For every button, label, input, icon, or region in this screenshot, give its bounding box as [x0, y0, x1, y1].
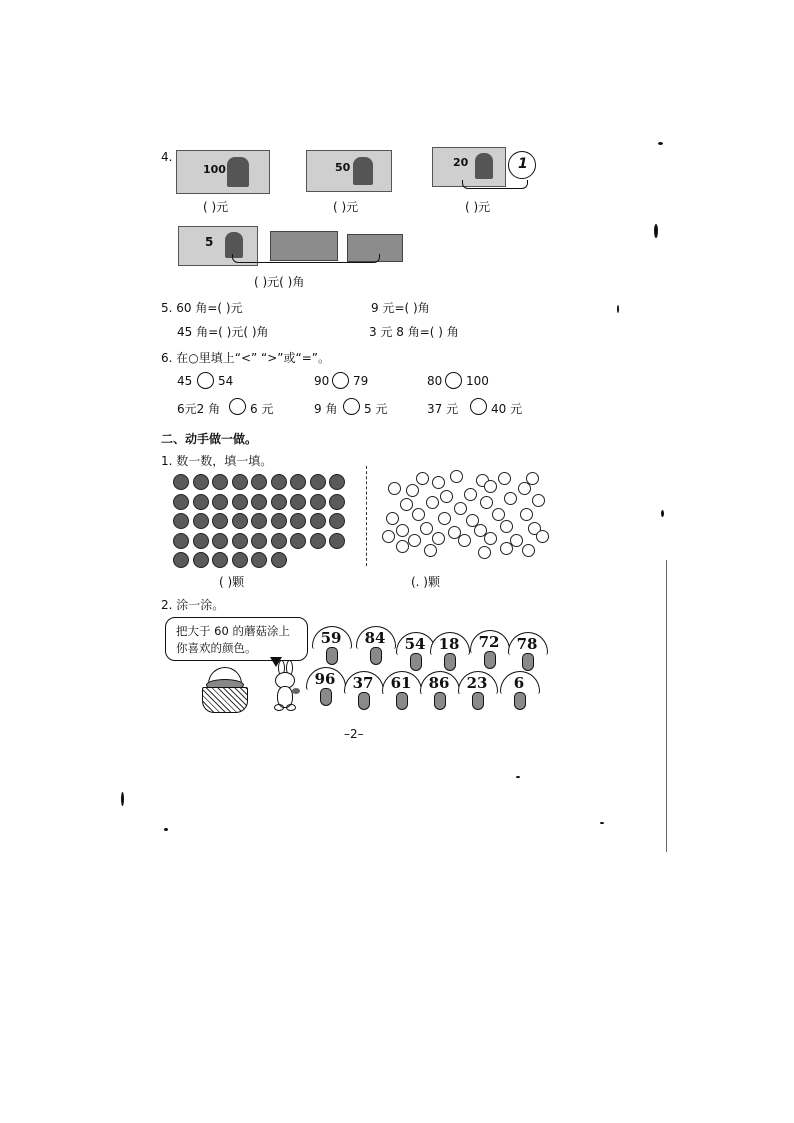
- brace-jiao: [232, 254, 380, 263]
- coin-icon: [382, 530, 395, 543]
- coin-icon: [251, 533, 267, 549]
- mushroom-number: 96: [314, 670, 336, 688]
- coin-icon: [173, 474, 189, 490]
- coin-icon: [484, 480, 497, 493]
- coin-icon: [232, 533, 248, 549]
- scan-speck: [617, 305, 619, 313]
- coin-icon: [420, 522, 433, 535]
- coin-icon: [329, 494, 345, 510]
- coin-icon: [173, 513, 189, 529]
- coin-icon: [426, 496, 439, 509]
- coin-icon: [329, 533, 345, 549]
- answer-4c[interactable]: ( )元: [465, 200, 491, 214]
- speech-bubble: [165, 617, 308, 661]
- mushroom-stem[interactable]: [370, 647, 382, 665]
- mushroom-number: 59: [320, 629, 342, 647]
- page-number: –2–: [344, 727, 364, 741]
- compare-circle[interactable]: [332, 372, 349, 389]
- portrait-icon: [475, 153, 493, 179]
- scan-speck: [121, 792, 124, 806]
- q6-r2-a-right: 6 元: [250, 402, 274, 416]
- coin-icon: [310, 533, 326, 549]
- q6-r2-c-left: 37 元: [427, 402, 459, 416]
- answer-4a[interactable]: ( )元: [203, 200, 229, 214]
- coin-icon: [271, 513, 287, 529]
- coin-icon: [271, 494, 287, 510]
- coin-icon: [432, 532, 445, 545]
- q5-line1-left[interactable]: 5. 60 角=( )元: [161, 301, 243, 315]
- mushroom-stem[interactable]: [358, 692, 370, 710]
- coin-icon: [500, 520, 513, 533]
- compare-circle[interactable]: [445, 372, 462, 389]
- coin-icon: [212, 474, 228, 490]
- q6-r1-c-left: 80: [427, 374, 443, 388]
- mushroom-number: 37: [352, 674, 374, 692]
- coin-icon: [251, 513, 267, 529]
- q2-2-title: 2. 涂一涂。: [161, 598, 225, 612]
- scan-speck: [516, 776, 520, 778]
- mushroom-number: 18: [438, 635, 460, 653]
- coin-icon: [193, 533, 209, 549]
- coin-icon: [432, 476, 445, 489]
- coin-icon: [532, 494, 545, 507]
- coin-icon: [522, 544, 535, 557]
- mushroom[interactable]: [508, 632, 548, 672]
- coin-icon: [396, 524, 409, 537]
- mushroom-stem[interactable]: [396, 692, 408, 710]
- portrait-icon: [353, 157, 373, 185]
- coin-icon: [386, 512, 399, 525]
- banknote-5-value: 5: [205, 235, 214, 249]
- coin-icon: [388, 482, 401, 495]
- q6-r1-b-right: 79: [353, 374, 369, 388]
- compare-circle[interactable]: [343, 398, 360, 415]
- answer-4d[interactable]: ( )元( )角: [254, 275, 305, 289]
- coin-icon: [290, 533, 306, 549]
- mushroom[interactable]: [500, 671, 540, 711]
- coin-icon: [400, 498, 413, 511]
- compare-circle[interactable]: [470, 398, 487, 415]
- coin-icon: [406, 484, 419, 497]
- coin-icon: [536, 530, 549, 543]
- coin-icon: [518, 482, 531, 495]
- coin-1-yuan-icon: [508, 151, 536, 179]
- scan-speck: [600, 822, 604, 824]
- q6-r2-c-right: 40 元: [491, 402, 523, 416]
- mushroom-row-1: [312, 626, 552, 666]
- q6-r1-c-right: 100: [466, 374, 489, 388]
- mushroom-stem[interactable]: [326, 647, 338, 665]
- coin-icon: [450, 470, 463, 483]
- coin-icon: [329, 513, 345, 529]
- coin-icon: [498, 472, 511, 485]
- mushroom[interactable]: [430, 632, 470, 672]
- coin-icon: [193, 474, 209, 490]
- mushroom-number: 84: [364, 629, 386, 647]
- q6-r1-a-right: 54: [218, 374, 234, 388]
- coin-icon: [212, 513, 228, 529]
- mushroom-stem[interactable]: [320, 688, 332, 706]
- coin-icon: [212, 494, 228, 510]
- bubble-line-1: 把大于 60 的蘑菇涂上: [176, 624, 290, 638]
- coin-icon: [212, 552, 228, 568]
- coin-icon: [193, 552, 209, 568]
- mushroom[interactable]: [470, 630, 510, 670]
- mushroom-stem[interactable]: [514, 692, 526, 710]
- coin-icon: [290, 474, 306, 490]
- q6-r1-a-left: 45: [177, 374, 193, 388]
- mushroom-number: 86: [428, 674, 450, 692]
- mushroom-row-2: [306, 667, 556, 712]
- q6-r1-b-left: 90: [314, 374, 330, 388]
- coin-icon: [416, 472, 429, 485]
- coin-icon: [458, 534, 471, 547]
- banknote-50: [306, 150, 392, 192]
- coin-icon: [310, 474, 326, 490]
- bubble-line-2: 你喜欢的颜色。: [176, 641, 257, 655]
- mushroom-number: 61: [390, 674, 412, 692]
- mushroom[interactable]: [382, 671, 422, 711]
- mushroom[interactable]: [306, 667, 346, 707]
- mushroom[interactable]: [458, 671, 498, 711]
- mushroom[interactable]: [344, 671, 384, 711]
- coin-icon: [438, 512, 451, 525]
- answer-4b[interactable]: ( )元: [333, 200, 359, 214]
- coin-icon: [520, 508, 533, 521]
- compare-circle[interactable]: [229, 398, 246, 415]
- banknote-100-value: 100: [203, 163, 226, 176]
- scan-speck: [164, 828, 168, 831]
- mushroom-number: 6: [513, 674, 525, 692]
- coin-value: 1: [518, 156, 528, 172]
- scan-speck: [654, 224, 658, 238]
- coin-icon: [484, 532, 497, 545]
- coin-icon: [271, 533, 287, 549]
- coin-icon: [251, 494, 267, 510]
- rabbit-icon: [272, 660, 302, 714]
- coin-icon: [454, 502, 467, 515]
- coin-icon: [290, 513, 306, 529]
- dashed-divider: [366, 466, 367, 566]
- q4-number: 4.: [161, 150, 173, 164]
- coin-icon: [310, 513, 326, 529]
- portrait-icon: [227, 157, 249, 187]
- mushroom[interactable]: [420, 671, 460, 711]
- q2-1-answer-left[interactable]: ( )颗: [219, 575, 245, 589]
- coin-icon: [412, 508, 425, 521]
- coin-icon: [424, 544, 437, 557]
- mushroom-number: 72: [478, 633, 500, 651]
- mushroom[interactable]: [312, 626, 352, 666]
- mushroom-stem[interactable]: [472, 692, 484, 710]
- q6-r2-b-left: 9 角: [314, 402, 338, 416]
- q5-line1-right[interactable]: 9 元=( )角: [371, 301, 430, 315]
- coin-icon: [310, 494, 326, 510]
- coin-icon: [232, 474, 248, 490]
- basket-icon: [200, 667, 250, 715]
- coin-icon: [271, 552, 287, 568]
- coin-icon: [212, 533, 228, 549]
- banknote-20-value: 20: [453, 156, 469, 169]
- coin-icon: [329, 474, 345, 490]
- q5-line2-right[interactable]: 3 元 8 角=( ) 角: [369, 325, 459, 339]
- mushroom-number: 23: [466, 674, 488, 692]
- section2-title: 二、动手做一做。: [161, 432, 258, 446]
- coin-icon: [173, 533, 189, 549]
- coin-icon: [173, 552, 189, 568]
- coin-icon: [464, 488, 477, 501]
- coin-icon: [232, 552, 248, 568]
- q5-line2-left[interactable]: 45 角=( )元( )角: [177, 325, 269, 339]
- coin-icon: [271, 474, 287, 490]
- coin-icon: [193, 494, 209, 510]
- mushroom-number: 54: [404, 635, 426, 653]
- compare-circle[interactable]: [197, 372, 214, 389]
- coin-icon: [504, 492, 517, 505]
- coin-icon: [440, 490, 453, 503]
- q2-1-title: 1. 数一数，填一填。: [161, 454, 273, 468]
- mushroom-number: 78: [516, 635, 538, 653]
- coin-icon: [478, 546, 491, 559]
- mushroom[interactable]: [356, 626, 396, 666]
- q6-title: 6. 在○里填上“<” “>”或“=”。: [161, 351, 331, 365]
- coin-icon: [232, 494, 248, 510]
- banknote-50-value: 50: [335, 161, 351, 174]
- coin-icon: [396, 540, 409, 553]
- q6-r2-b-right: 5 元: [364, 402, 388, 416]
- q2-1-answer-right[interactable]: (. )颗: [411, 575, 440, 589]
- q6-r2-a-left: 6元2 角: [177, 402, 221, 416]
- coin-grid-left: [173, 474, 353, 570]
- scan-speck: [658, 142, 663, 145]
- coin-icon: [500, 542, 513, 555]
- mushroom-stem[interactable]: [434, 692, 446, 710]
- banknote-100: [176, 150, 270, 194]
- coin-icon: [173, 494, 189, 510]
- coin-scatter-right: [380, 468, 550, 558]
- coin-icon: [480, 496, 493, 509]
- scan-edge-line: [666, 560, 667, 852]
- coin-icon: [193, 513, 209, 529]
- brace-20-coin: [462, 180, 528, 189]
- coin-icon: [251, 552, 267, 568]
- coin-icon: [232, 513, 248, 529]
- scan-speck: [661, 510, 664, 517]
- coin-icon: [251, 474, 267, 490]
- coin-icon: [290, 494, 306, 510]
- coin-icon: [492, 508, 505, 521]
- coin-icon: [408, 534, 421, 547]
